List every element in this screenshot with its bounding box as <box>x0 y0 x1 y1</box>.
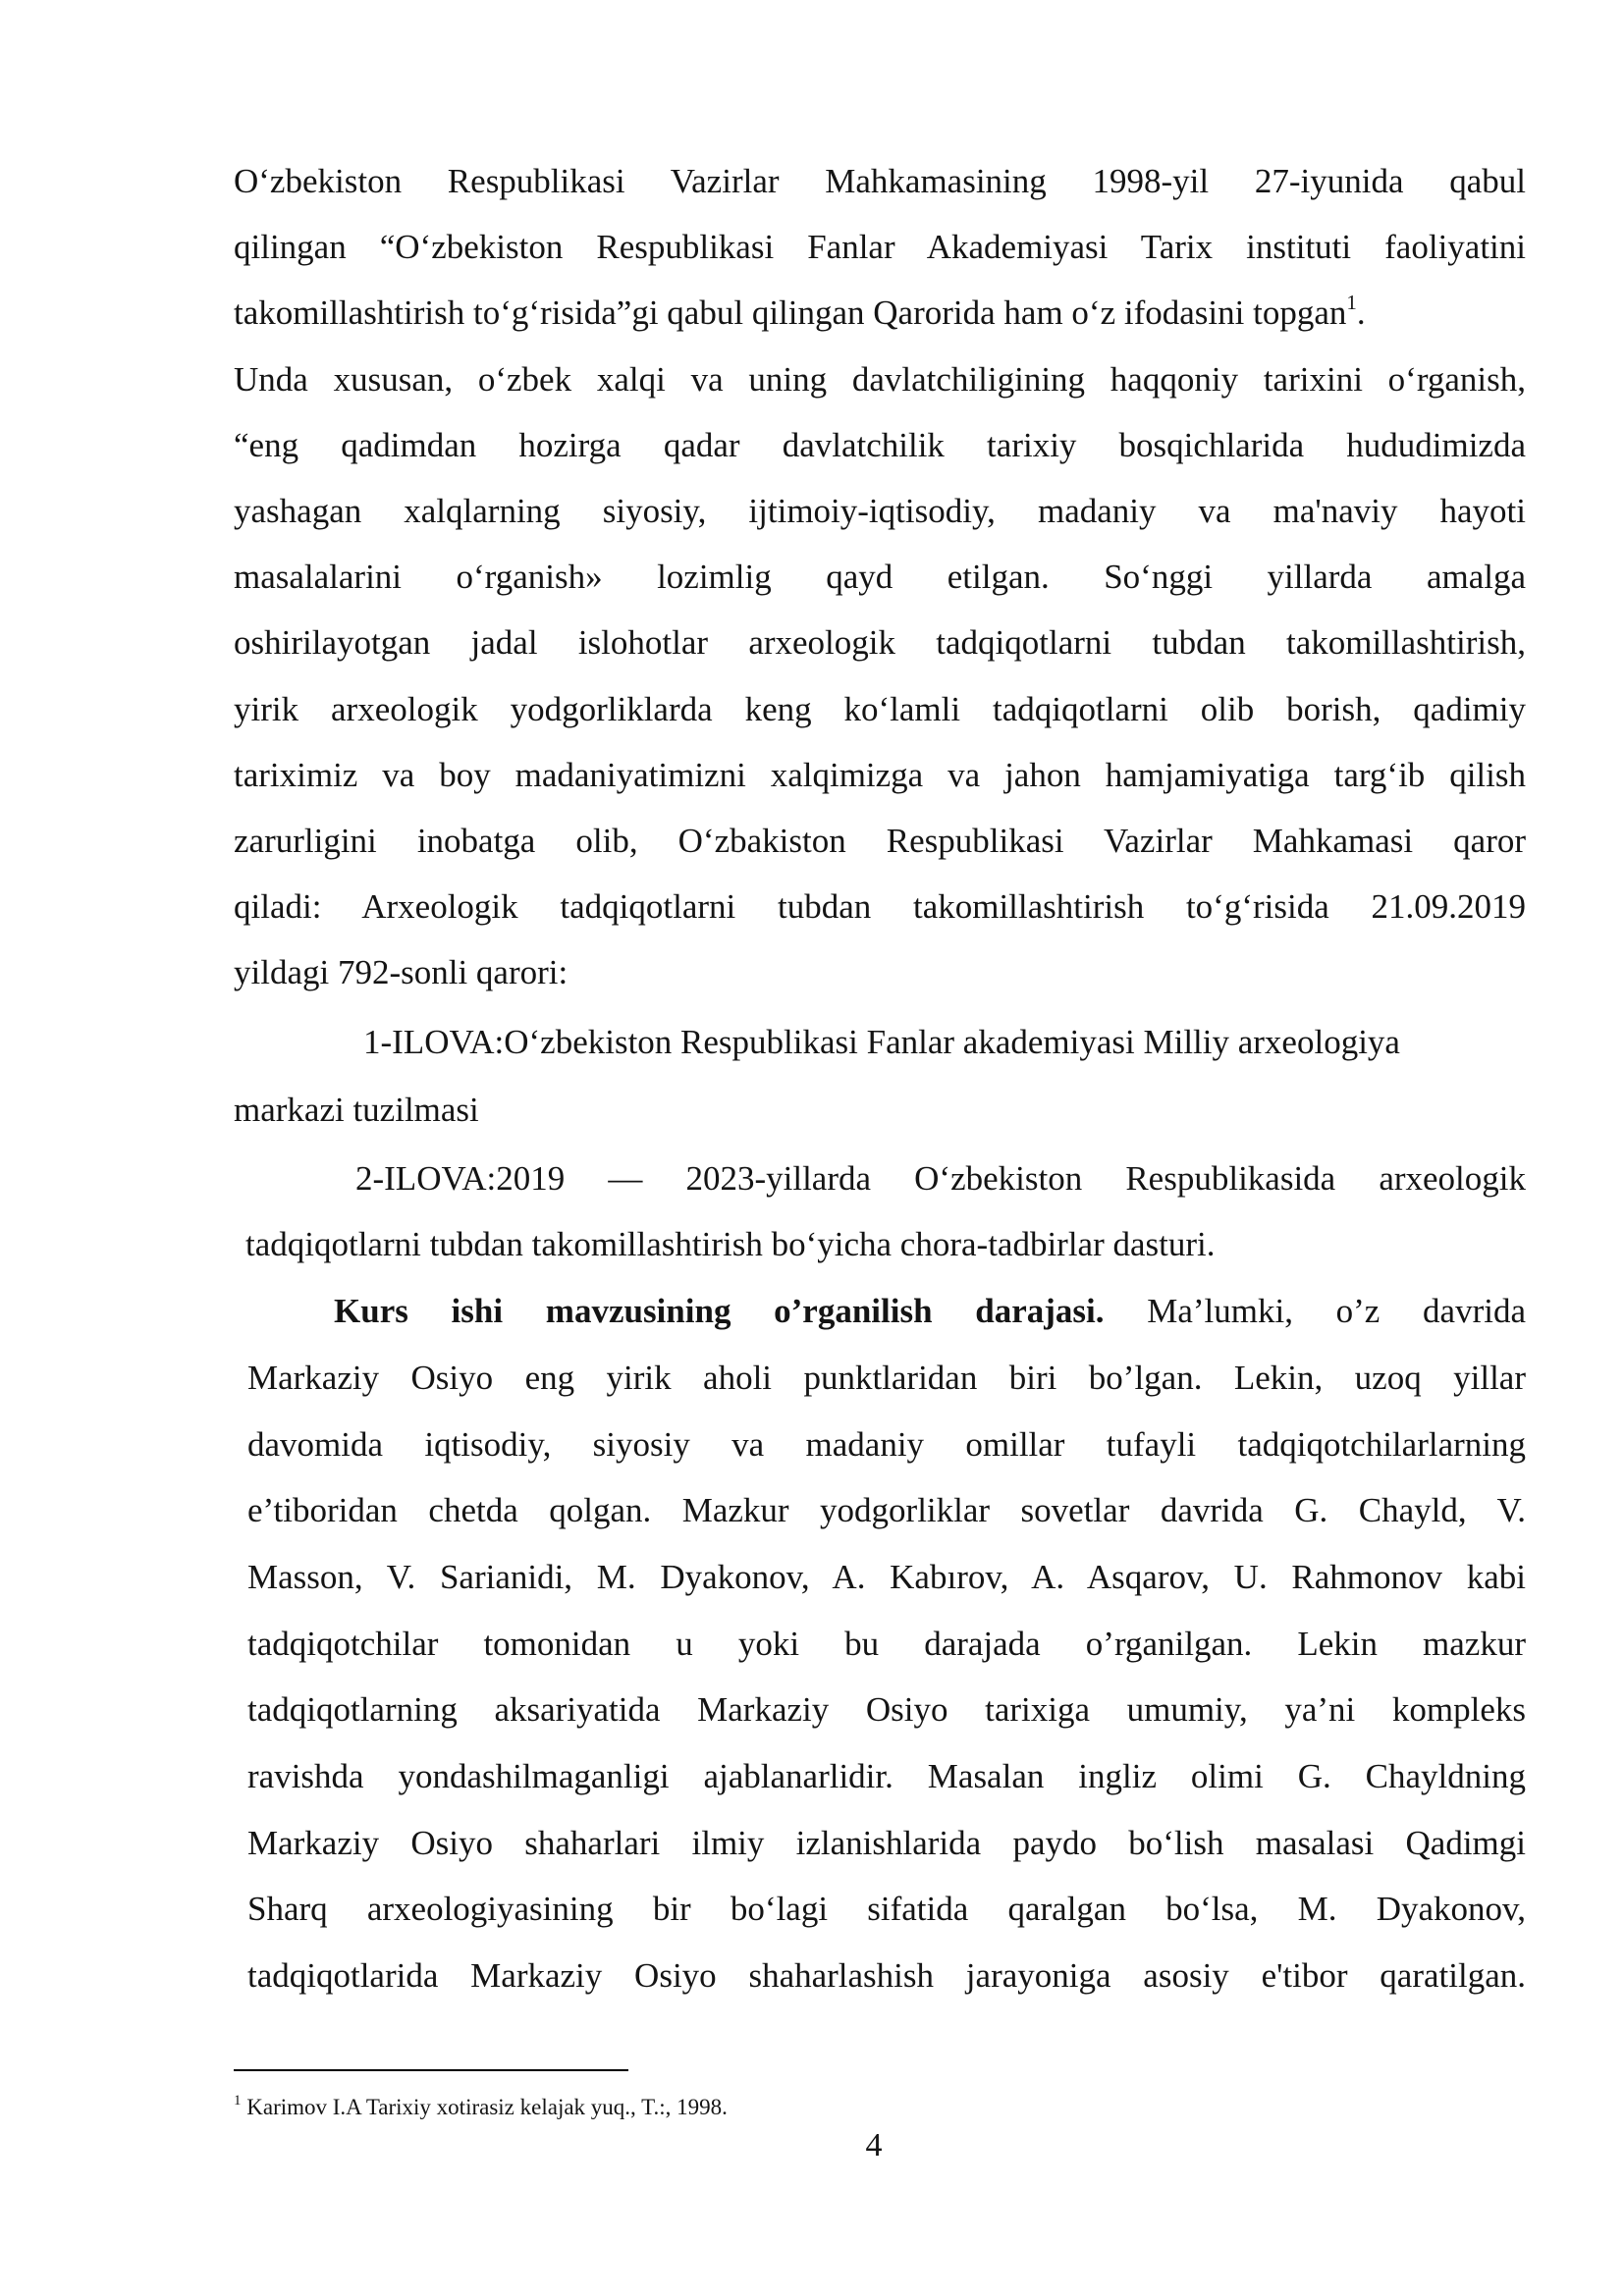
footnote-marker: 1 <box>234 2093 242 2109</box>
appendix-2-line: 2-ILOVA:2019 — 2023-yillarda O‘zbekiston Respublikasida arxeologik <box>355 1159 1526 1198</box>
text-line: Markaziy Osiyo shaharlari ilmiy izlanishlarida paydo bo‘lish masalasi Qadimgi <box>247 1824 1526 1862</box>
text-line: Masson, V. Sarianidi, M. Dyakonov, A. Kabırov, A. Asqarov, U. Rahmonov kabi <box>247 1558 1526 1596</box>
footnote-text: Karimov I.A Tarixiy xotirasiz kelajak yuq., T.:, 1998. <box>246 2095 728 2119</box>
appendix-1-line: 1-ILOVA:O‘zbekiston Respublikasi Fanlar akademiyasi Milliy arxeologiya <box>363 1023 1400 1061</box>
text-line: masalalarini o‘rganish» lozimlig qayd etilgan. So‘nggi yillarda amalga <box>234 558 1526 596</box>
text-line: Sharq arxeologiyasining bir bo‘lagi sifatida qaralgan bo‘lsa, M. Dyakonov, <box>247 1890 1526 1928</box>
text-line: e’tiboridan chetda qolgan. Mazkur yodgorliklar sovetlar davrida G. Chayld, V. <box>247 1491 1526 1529</box>
text-line: O‘zbekiston Respublikasi Vazirlar Mahkamasining 1998-yil 27-iyunida qabul <box>234 162 1526 200</box>
appendix-2-line: tadqiqotlarni tubdan takomillashtirish bo‘yicha chora-tadbirlar dasturi. <box>245 1225 1216 1263</box>
footnote-reference: 1 <box>1346 291 1357 315</box>
text-line: oshirilayotgan jadal islohotlar arxeologik tadqiqotlarni tubdan takomillashtirish, <box>234 623 1526 662</box>
footnote <box>234 2093 728 2122</box>
text-line: qiladi: Arxeologik tadqiqotlarni tubdan takomillashtirish to‘g‘risida 21.09.2019 <box>234 887 1526 926</box>
text-line: ravishda yondashilmaganligi ajablanarlidir. Masalan ingliz olimi G. Chayldning <box>247 1757 1526 1795</box>
text-line: tariximiz va boy madaniyatimizni xalqimizga va jahon hamjamiyatiga targ‘ib qilish <box>234 756 1526 794</box>
section-heading: Kurs ishi mavzusining o’rganilish darajasi. <box>334 1292 1105 1330</box>
text-line: tadqiqotlarida Markaziy Osiyo shaharlashish jarayoniga asosiy e'tibor qaratilgan. <box>247 1956 1526 1995</box>
text-line: qilingan “O‘zbekiston Respublikasi Fanlar Akademiyasi Tarix instituti faoliyatini <box>234 228 1526 266</box>
text-line: zarurligini inobatga olib, O‘zbakiston Respublikasi Vazirlar Mahkamasi qaror <box>234 822 1526 860</box>
text-line: yirik arxeologik yodgorliklarda keng ko‘lamli tadqiqotlarni olib borish, qadimiy <box>234 690 1526 728</box>
text-line: tadqiqotlarning aksariyatida Markaziy Osiyo tarixiga umumiy, ya’ni kompleks <box>247 1690 1526 1729</box>
page-number: 4 <box>865 2127 883 2163</box>
text-line: yashagan xalqlarning siyosiy, ijtimoiy-iqtisodiy, madaniy va ma'naviy hayoti <box>234 492 1526 530</box>
text-line: Unda xususan, o‘zbek xalqi va uning davlatchiligining haqqoniy tarixini o‘rganish, <box>234 360 1526 399</box>
text-line: takomillashtirish to‘g‘risida”gi qabul qilingan Qarorida ham o‘z ifodasini topgan$^1$. <box>234 291 1366 332</box>
text-line: “eng qadimdan hozirga qadar davlatchilik tarixiy bosqichlarida hududimizda <box>234 426 1526 464</box>
appendix-1-line: markazi tuzilmasi <box>234 1091 479 1129</box>
text-line: yildagi 792-sonli qarori: <box>234 953 568 991</box>
text-line: Markaziy Osiyo eng yirik aholi punktlaridan biri bo’lgan. Lekin, uzoq yillar <box>247 1359 1526 1397</box>
text-line: tadqiqotchilar tomonidan u yoki bu darajada o’rganilgan. Lekin mazkur <box>247 1625 1526 1663</box>
text-line: Kurs ishi mavzusining o’rganilish darajasi. Ma’lumki, o’z davrida <box>334 1292 1526 1330</box>
text-line: davomida iqtisodiy, siyosiy va madaniy omillar tufayli tadqiqotchilarlarning <box>247 1425 1526 1464</box>
footnote-separator <box>234 2069 628 2071</box>
